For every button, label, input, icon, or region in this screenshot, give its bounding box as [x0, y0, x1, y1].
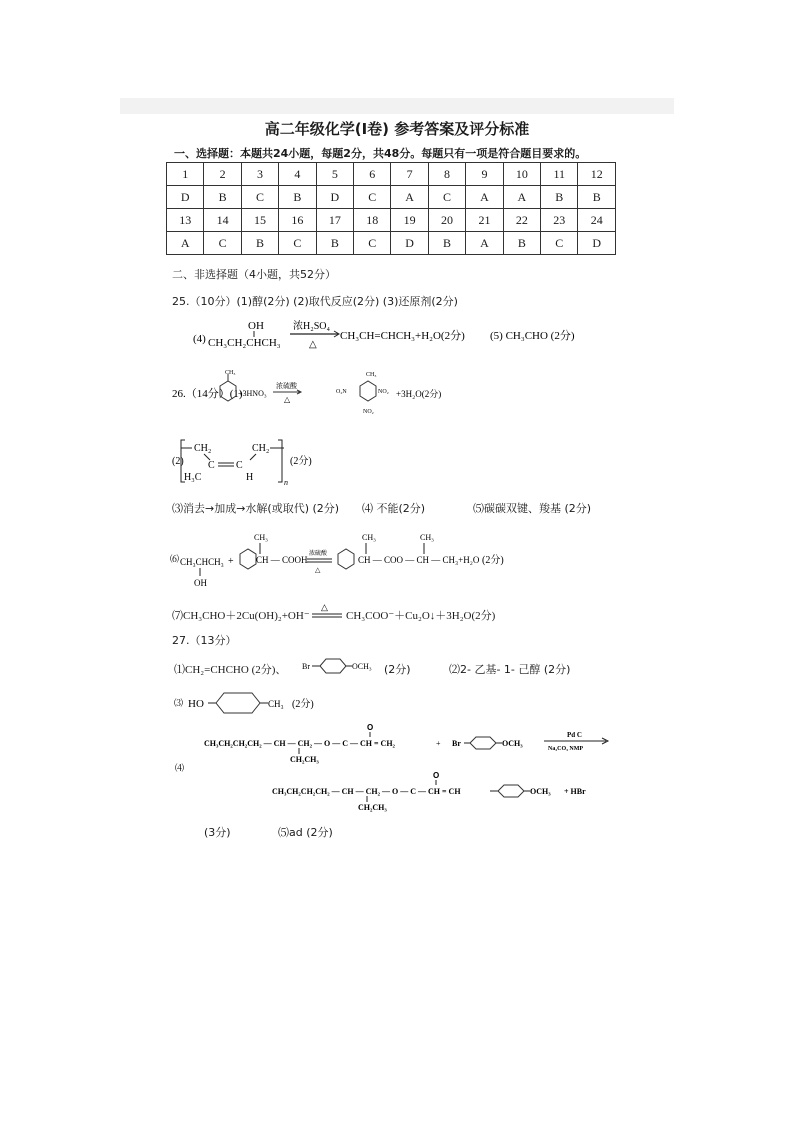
q25-condition-bottom: △ [309, 339, 317, 350]
q26-product-tail: +3H₂O(2分) [396, 389, 442, 399]
answer-table-cell: C [428, 186, 465, 209]
q26-score6: (2分) [482, 555, 504, 566]
answer-table-cell: B [279, 186, 316, 209]
poly-n: n [284, 478, 288, 487]
q27-eq-o: O [367, 723, 374, 732]
answer-table-cell: A [391, 186, 428, 209]
poly-c2: C [236, 460, 243, 471]
q26-part1-equation [170, 368, 590, 430]
answer-table-cell: 6 [354, 163, 391, 186]
q27-eq-o2: O [433, 771, 440, 780]
q26-part7-sign [310, 600, 344, 622]
poly-ch2-left: CH₂ [194, 443, 212, 454]
q27-eq-plus: + [436, 739, 441, 748]
q26-alcohol-oh: OH [194, 578, 207, 588]
answer-table-cell: 5 [316, 163, 353, 186]
q27-eq-right: CH₃CH₂CH₂CH₂ — CH — CH₂ — O — C — CH = CH [272, 787, 461, 796]
ester-ch3a: CH₃ [362, 533, 376, 542]
svg-text:+: + [228, 556, 234, 567]
poly-h3c: H₃C [184, 472, 202, 483]
poly-h: H [246, 472, 254, 483]
q25-reactant: CH₃CH₂CHCH₃ [208, 337, 281, 349]
q26-part3: ⑶消去→加成→水解(或取代) (2分) [172, 502, 340, 515]
answer-table-cell: B [578, 186, 616, 209]
q27-label4: ⑷ [175, 763, 185, 773]
q27-part1a: ⑴CH₂=CHCHO (2分)、 [174, 664, 287, 676]
q27-ch3: CH₃ [268, 699, 284, 709]
q27-line1: 27.（13分） [172, 634, 237, 647]
q27-br: Br [302, 662, 310, 671]
q27-och3: OCH₃ [352, 662, 372, 671]
q27-eq-left: CH₃CH₂CH₂CH₂ — CH — CH₂ — O — C — CH = CH₂ [204, 739, 395, 748]
q27-eq-och3: OCH₃ [502, 739, 523, 748]
q26-label2: (2) [172, 456, 184, 467]
ester-tail: CH — COO — CH — CH₃+H₂O [358, 555, 480, 565]
answer-table-cell: 3 [241, 163, 278, 186]
q27-eq-branch: CH₂CH₃ [290, 755, 319, 764]
q27-reactant-ring [470, 737, 496, 749]
q25-product: CH₃CH=CHCH₃+H₂O(2分) [340, 330, 465, 342]
q26-label6: ⑹ [170, 554, 180, 564]
q26-heat6: △ [315, 566, 321, 574]
answer-table-cell: 10 [503, 163, 540, 186]
q26-part7b: CH₃COO⁻＋Cu₂O↓＋3H₂O(2分) [346, 610, 496, 622]
toluene-ch3: CH₃ [225, 370, 236, 376]
answer-table-cell: A [167, 232, 204, 255]
q26-catalyst: 浓硫酸 [276, 382, 297, 390]
answer-table-row [167, 209, 616, 232]
q26-part6-equation [170, 528, 590, 590]
q27-part4-equation [172, 718, 622, 820]
q25-oh: OH [248, 320, 264, 332]
q27-eq-och3b: OCH₃ [530, 787, 551, 796]
answer-table-cell: A [466, 232, 503, 255]
q27-product-ring [498, 785, 524, 797]
q27-eq-br: Br [452, 739, 461, 748]
ester-ch3b: CH₃ [420, 533, 434, 542]
answer-table-cell: 17 [316, 209, 353, 232]
answer-table-cell: D [167, 186, 204, 209]
q27-pd-c: Pd C [567, 731, 582, 739]
q26-cond6: 浓硫酸 [309, 551, 328, 557]
answer-table-cell: B [204, 186, 241, 209]
answer-table-cell: 11 [541, 163, 578, 186]
tnt-no2-left: O₂N [336, 389, 347, 395]
answer-table-cell: D [578, 232, 616, 255]
q27-eq-hbr: + HBr [564, 787, 586, 796]
answer-table-cell: 24 [578, 209, 616, 232]
q26-alcohol: CH₃CHCH₃ [180, 557, 224, 567]
answer-table-cell: B [503, 232, 540, 255]
answer-table-cell: 1 [167, 163, 204, 186]
q27-eq-branch2: CH₂CH₃ [358, 803, 387, 812]
q25-part5: (5) CH₃CHO (2分) [490, 330, 575, 342]
q25-equation [190, 316, 610, 356]
ester-ring [338, 549, 354, 569]
answer-table-row [167, 186, 616, 209]
answer-table-cell: 16 [279, 209, 316, 232]
tnt-ch3: CH₃ [366, 372, 377, 378]
answer-table-row [167, 163, 616, 186]
cresol-ring [216, 693, 260, 713]
q27-part3-cresol [172, 688, 332, 716]
answer-table-cell: A [466, 186, 503, 209]
answer-table-cell: B [428, 232, 465, 255]
answer-table-cell: D [391, 232, 428, 255]
q27-part2: ⑵2- 乙基- 1- 己醇 (2分) [449, 663, 571, 676]
answer-table-cell: 23 [541, 209, 578, 232]
poly-bracket-right [278, 440, 282, 482]
answer-table-cell: C [541, 232, 578, 255]
q26-reagent: +3HNO₃ [238, 389, 267, 398]
answer-table-cell: 7 [391, 163, 428, 186]
answer-table-cell: 4 [279, 163, 316, 186]
acid-ch3: CH₃ [254, 533, 268, 542]
acid-ring [240, 549, 256, 569]
answer-table-cell: A [503, 186, 540, 209]
q27-part5: ⑸ad (2分) [278, 826, 333, 839]
q26-score2: (2分) [290, 456, 312, 467]
answer-table [166, 162, 616, 255]
q26-heat: △ [284, 395, 291, 404]
q25-line1: 25.（10分）(1)醇(2分) (2)取代反应(2分) (3)还原剂(2分) [172, 295, 458, 308]
tnt-no2-bottom: NO₂ [363, 409, 374, 415]
q27-ho: HO [188, 698, 204, 710]
answer-table-cell: 13 [167, 209, 204, 232]
answer-table-cell: C [204, 232, 241, 255]
answer-table-cell: C [241, 186, 278, 209]
poly-ch2-right: CH₂ [252, 443, 270, 454]
q27-score3: (2分) [292, 699, 314, 710]
answer-table-cell: D [316, 186, 353, 209]
q25-condition-top: 浓H₂SO₄ [293, 321, 330, 332]
answer-table-cell: C [279, 232, 316, 255]
q26-part4: ⑷ 不能(2分) [362, 502, 426, 515]
q26-part7a: ⑺CH₃CHO＋2Cu(OH)₂+OH⁻ [172, 610, 310, 622]
answer-table-cell: 2 [204, 163, 241, 186]
answer-table-cell: 18 [354, 209, 391, 232]
answer-table-cell: C [354, 232, 391, 255]
anisole-ring [320, 659, 346, 673]
answer-table-cell: 8 [428, 163, 465, 186]
answer-table-cell: 12 [578, 163, 616, 186]
page-title: 高二年级化学(I卷) 参考答案及评分标准 [264, 120, 530, 138]
q26-label: 26.（14分）(1) [172, 388, 243, 400]
q26-polymer [170, 436, 370, 488]
answer-table-cell: B [541, 186, 578, 209]
section-1-heading: 一、选择题：本题共24小题，每题2分，共48分。每题只有一项是符合题目要求的。 [174, 147, 587, 160]
answer-table-cell: 9 [466, 163, 503, 186]
answer-table-cell: 21 [466, 209, 503, 232]
q27-conditions: Na₂CO₃ NMP [548, 746, 584, 752]
q27-bromoanisole [300, 654, 380, 678]
q27-label3: ⑶ [174, 698, 184, 708]
answer-table-cell: C [354, 186, 391, 209]
answer-table-cell: B [241, 232, 278, 255]
answer-table-cell: 15 [241, 209, 278, 232]
q26-heat7: △ [321, 602, 328, 612]
acid-tail: CH — COOH [256, 555, 308, 565]
tnt-no2-right: NO₂ [378, 389, 389, 395]
answer-table-row [167, 232, 616, 255]
answer-table-cell: 14 [204, 209, 241, 232]
answer-table-cell: 20 [428, 209, 465, 232]
q27-part1b: (2分) [384, 663, 411, 676]
scan-shadow-band [120, 98, 674, 114]
tnt-ring [360, 381, 376, 401]
q26-part5: ⑸碳碳双键、羧基 (2分) [473, 502, 592, 515]
answer-table-cell: B [316, 232, 353, 255]
q25-label-4: (4) [193, 333, 206, 345]
poly-c1: C [208, 460, 215, 471]
answer-table-cell: 19 [391, 209, 428, 232]
answer-table-cell: 22 [503, 209, 540, 232]
q27-score4: (3分) [204, 826, 231, 839]
section-2-heading: 二、非选择题（4小题，共52分） [172, 268, 336, 281]
